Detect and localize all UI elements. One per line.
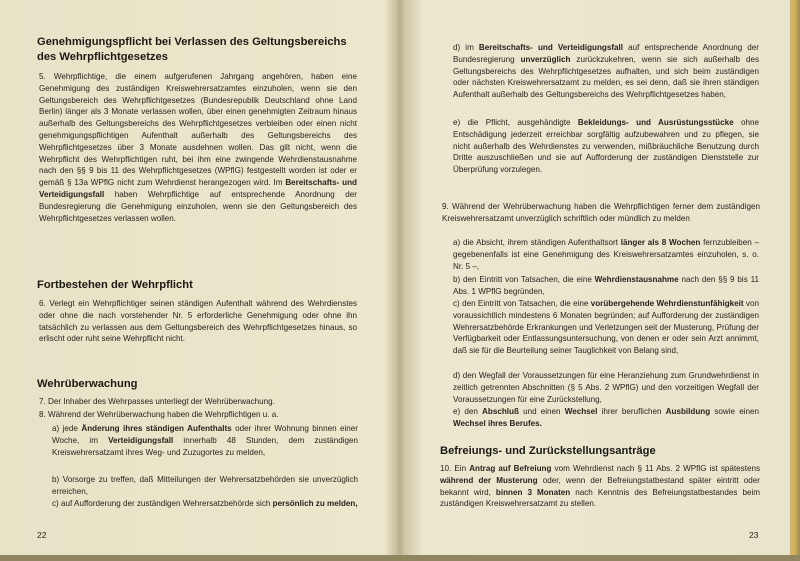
- item-9e-middle-2: ihrer beruflichen: [597, 407, 666, 416]
- p10-bold-2: während der Musterung: [440, 475, 538, 485]
- item-9b-end: nach den §§ 9 bis 11 Abs. 1 WPflG begründen,: [453, 275, 759, 296]
- item-9c-bold: vorübergehende Wehrdienstunfähigkeit: [590, 299, 744, 308]
- item-9c-prefix: c) den Eintritt von Tatsachen, die eine: [453, 299, 591, 308]
- item-8c-bold: persönlich zu melden,: [272, 499, 358, 508]
- item-8a-bold-2: Verteidigungsfall: [108, 435, 174, 445]
- paragraph-5-bold: Bereitschafts- und Verteidigungsfall: [39, 178, 357, 199]
- item-8d-bold-2: unverzüglich: [520, 54, 571, 64]
- list-item-8e: [453, 117, 759, 176]
- page-number-left: 22: [37, 530, 47, 540]
- paragraph-8: 8. Während der Wehrüberwachung haben die Wehrpflichtigen u. a.: [39, 410, 279, 419]
- list-item-9b: [453, 274, 759, 298]
- item-8a-prefix: a) jede: [52, 424, 82, 433]
- paragraph-7: 7. Der Inhaber des Wehrpasses unterliegt der Wehrüberwachung.: [39, 397, 275, 406]
- list-item-9e: [453, 406, 759, 430]
- item-9b-bold: Wehrdienstausnahme: [594, 275, 679, 284]
- paragraph-6: 6. Verlegt ein Wehrpflichtiger seinen ständigen Aufenthalt während des Wehrdienstes oder ohne die nach vorstehender Nr. 5 erforderliche Genehmigung oder ohne ihn tatsächlich zu verlassen aus dem Geltungsbereich des Wehrpflichtgesetzes hinaus, so erlischt oder ruht seine Wehrpflicht nicht.: [39, 299, 357, 344]
- item-9e-middle-1: und einen: [518, 407, 565, 416]
- p10-end: nach Kenntnis des Befreiungstatbestandes beim zuständigen Kreiswehrersatzamt zu stellen.: [440, 487, 760, 509]
- page-number-right: 23: [749, 530, 759, 540]
- list-item-9d: d) den Wegfall der Voraussetzungen für eine Heranziehung zum Grundwehrdienst in zeitlich getrennten Abschnitten (§ 5 Abs. 2 WPflG) und den vorzeitigen Wegfall der Voraussetzungen für eine Zurückstellung,: [453, 371, 759, 404]
- item-8a-bold-1: Änderung ihres ständigen Aufenthalts: [81, 424, 232, 433]
- list-item-9a: [453, 237, 759, 272]
- section-heading-genehmigungspflicht: Genehmigungspflicht bei Verlassen des Geltungsbereichs des Wehrpflichtgesetzes: [37, 36, 347, 63]
- item-8d-end: zurückzukehren, wenn sie sich außerhalb des Geltungsbereichs des Wehrpflichtgesetzes aufhalten, und sich beim zuständigen oder nächsten Kreiswehrersatzamt zu melden, es sei denn, daß sie ihren ständigen Aufenthalt außerhalb des Geltungsbereichs des Wehrpflichtgesetzes haben,: [453, 54, 759, 100]
- item-9e-bold-1: Abschluß: [482, 407, 519, 416]
- item-8d-middle: auf entsprechende Anordnung der Bundesregierung: [453, 43, 760, 64]
- item-9e-prefix: e) den: [453, 407, 483, 416]
- item-9b-prefix: b) den Eintritt von Tatsachen, die eine: [453, 275, 595, 284]
- paragraph-5-text: 5. Wehrpflichtige, die einem aufgerufenen Jahrgang angehören, haben eine Genehmigung des zuständigen Kreiswehrersatzamtes einzuholen, wenn sie den Geltungsbereich des Wehrpflichtgesetzes (Bundesrepublik Deutschland ohne Land Berlin) länger als 3 Monate verlassen wollen, über einen genehmigten Zeitraum hinaus außerhalb des Geltungsbereichs des Wehrpflichtgesetzes verbleiben oder einen nicht genehmigungspflichtigen Aufenthalt außerhalb des Geltungsbereichs des Wehrpflichtgesetzes über 3 Monate ausdehnen wollen. Das gilt nicht, wenn die Wehrpflicht des Wehrpflichtigen ruht, bei ihm eine zwingende Wehrdienstausnahme nach den §§ 9 bis 11 des Wehrpflichtgesetzes (WPflG) festgestellt worden ist oder er gemäß § 13a WPflG nicht zum Wehrdienst herangezogen wird. Im: [39, 72, 357, 188]
- p10-prefix: 10. Ein: [440, 464, 470, 473]
- item-8d-bold-1: Bereitschafts- und Verteidigungsfall: [478, 43, 624, 52]
- item-9e-middle-3: sowie einen: [710, 407, 760, 416]
- item-9e-bold-2: Wechsel: [564, 407, 598, 416]
- item-9a-prefix: a) die Absicht, ihrem ständigen Aufenthaltsort: [453, 238, 621, 247]
- item-9a-bold: länger als 8 Wochen: [620, 238, 701, 247]
- list-item-8c: [52, 498, 358, 510]
- list-item-8b: b) Vorsorge zu treffen, daß Mitteilungen der Wehrersatzbehörden sie unverzüglich erreichen,: [52, 475, 358, 496]
- item-8c-prefix: c) auf Aufforderung der zuständigen Wehrersatzbehörde sich: [52, 499, 273, 508]
- item-8e-end: ohne Entschädigung jederzeit erreichbar sorgfältig aufzubewahren und zu pflegen, sie nicht außerhalb des Wehrdienstes zu verwenden, mißbräuchliche Benutzung durch Dritte auszuschließen und sie auf Aufforderung der zuständigen Dienststelle zur Überprüfung vorzulegen.: [453, 118, 759, 175]
- right-page: [402, 0, 790, 555]
- item-8e-prefix: e) die Pflicht, ausgehändigte: [453, 118, 578, 127]
- page-edge-bottom: [0, 555, 800, 561]
- paragraph-10: [440, 463, 760, 510]
- section-heading-wehrueberwachung: Wehrüberwachung: [37, 378, 138, 390]
- item-8a-end: innerhalb 48 Stunden, dem zuständigen Kreiswehrersatzamt ihres Weg- und Zuzugortes zu melden,: [52, 435, 358, 457]
- section-heading-befreiung: Befreiungs- und Zurückstellungsanträge: [440, 445, 656, 457]
- list-item-8a: [52, 423, 358, 458]
- item-8a-middle: oder ihrer Wohnung binnen einer Woche, im: [52, 424, 358, 445]
- paragraph-5-end: haben Wehrpflichtige auf entsprechende Anordnung der Bundesregierung die Genehmigung einzuholen, wenn sie den Geltungsbereich des Wehrpflichtgesetzes verlassen wollen.: [39, 189, 357, 223]
- list-item-8d: [453, 42, 759, 101]
- p10-bold-1: Antrag auf Befreiung: [469, 464, 552, 473]
- left-page: [0, 0, 398, 555]
- item-8d-prefix: d) im: [453, 43, 479, 52]
- section-heading-fortbestehen: Fortbestehen der Wehrpflicht: [37, 279, 193, 291]
- item-9e-bold-4: Wechsel ihres Berufes.: [453, 418, 542, 428]
- item-8e-bold: Bekleidungs- und Ausrüstungsstücke: [577, 118, 734, 127]
- item-9a-end: fernzubleiben – gegebenenfalls ist eine Genehmigung des Kreiswehrersatzamtes einzuholen, s. o. Nr. 5 –,: [453, 238, 760, 271]
- item-9e-bold-3: Ausbildung: [665, 407, 711, 416]
- list-item-9c: [453, 298, 759, 357]
- item-9c-end: von voraussichtlich mindestens 6 Monaten begründen; auf Aufforderung der zuständigen Wehrersatzbehörde Erkrankungen und Verletzungen seit der Musterung, Prüfung der Verfügbarkeit oder Entlassungsuntersuchung, von denen er oder sein Arzt annimmt, daß sie für die Beurteilung seiner Tauglichkeit von Belang sind,: [453, 299, 759, 356]
- p10-middle-2: oder, wenn der Befreiungstatbestand später eintritt oder bekannt wird,: [440, 475, 760, 497]
- paragraph-5: [39, 71, 357, 224]
- p10-bold-3: binnen 3 Monaten: [495, 487, 571, 497]
- p10-middle-1: vom Wehrdienst nach § 11 Abs. 2 WPflG ist spätestens: [551, 464, 760, 473]
- paragraph-9: 9. Während der Wehrüberwachung haben die Wehrpflichtigen ferner dem zuständigen Kreiswehrersatzamt unverzüglich schriftlich oder mündlich zu melden: [442, 202, 760, 223]
- page-edge-right: [790, 0, 800, 561]
